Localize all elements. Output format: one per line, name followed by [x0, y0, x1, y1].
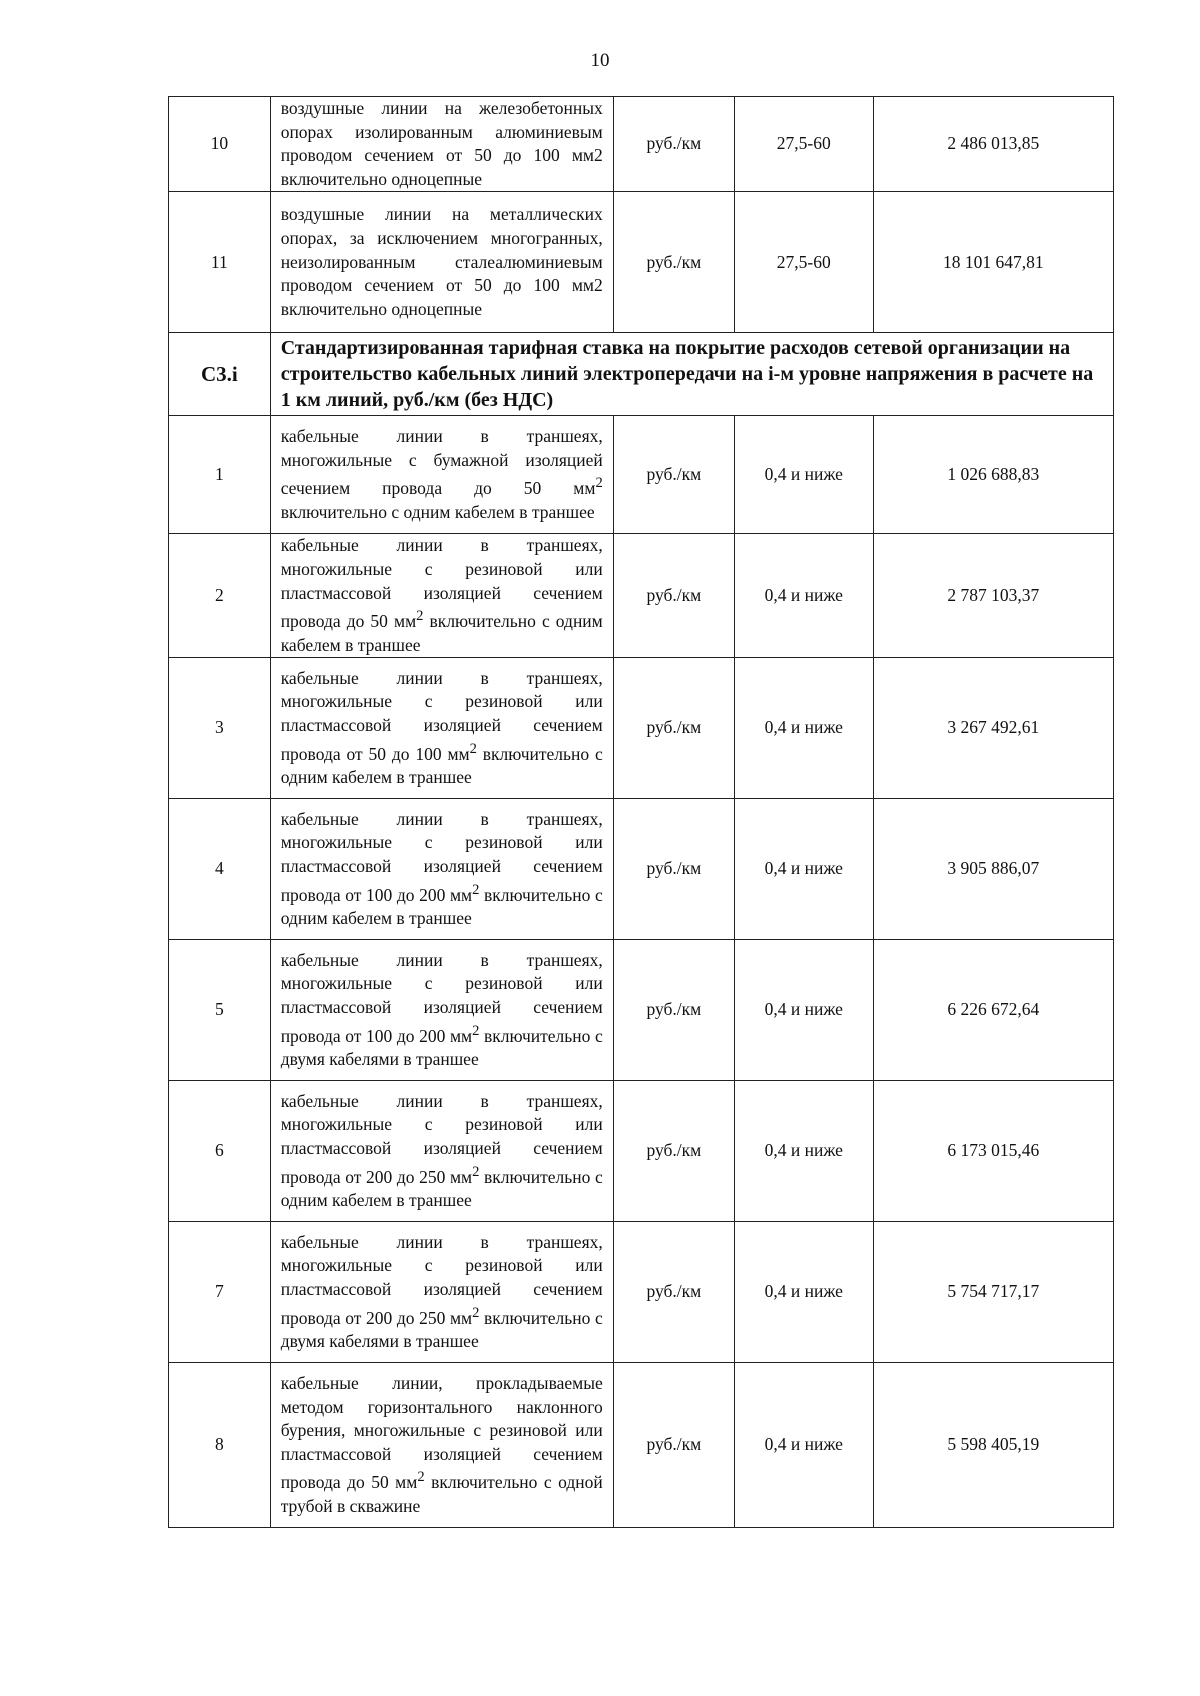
table-row	[169, 192, 1114, 333]
row-description-text: включительно с одним кабелем в траншее	[280, 501, 595, 522]
row-rate: 3 905 886,07	[873, 799, 1113, 940]
row-number: 5	[169, 940, 271, 1081]
superscript: 2	[472, 1304, 480, 1321]
row-description	[270, 192, 613, 333]
row-voltage: 0,4 и ниже	[734, 658, 873, 799]
row-number: 1	[169, 416, 271, 534]
superscript: 2	[417, 1469, 425, 1486]
row-unit: руб./км	[613, 1222, 734, 1363]
row-unit: руб./км	[613, 1081, 734, 1222]
row-description-text: кабельные линии в траншеях, многожильные с резиновой или пластмассовой изоляцией сечением провода от 100 до 200 мм	[280, 808, 603, 905]
row-number: 3	[169, 658, 271, 799]
row-voltage: 27,5-60	[734, 192, 873, 333]
row-description-text: кабельные линии в траншеях, многожильные с бумажной изоляцией сечением провода до 50 мм	[280, 426, 603, 499]
table-row	[169, 97, 1114, 192]
table-row	[169, 416, 1114, 534]
row-number: 10	[169, 97, 271, 192]
superscript: 2	[416, 608, 424, 625]
section-title-cell	[270, 333, 1113, 416]
superscript: 2	[472, 1022, 480, 1039]
row-description-text: кабельные линии в траншеях, многожильные с резиновой или пластмассовой изоляцией сечением провода от 50 до 100 мм	[280, 667, 603, 764]
row-unit: руб./км	[613, 534, 734, 658]
row-voltage: 0,4 и ниже	[734, 799, 873, 940]
row-unit: руб./км	[613, 192, 734, 333]
table-row	[169, 1363, 1114, 1528]
table-row	[169, 940, 1114, 1081]
section-title: Стандартизированная тарифная ставка на покрытие расходов сетевой организации на строительство кабельных линий электропередачи на i-м уровне напряжения в расчете на 1 км линий, руб./км (без НДС)	[280, 337, 1094, 412]
row-description	[270, 799, 613, 940]
page-number: 10	[590, 50, 610, 71]
table-row	[169, 1222, 1114, 1363]
row-voltage: 0,4 и ниже	[734, 534, 873, 658]
row-voltage: 27,5-60	[734, 97, 873, 192]
row-description-text: включительно с одним кабелем в траншее	[280, 610, 603, 655]
row-description-text: кабельные линии в траншеях, многожильные с резиновой или пластмассовой изоляцией сечением провода от 200 до 250 мм	[280, 1090, 603, 1187]
row-rate: 2 486 013,85	[873, 97, 1113, 192]
row-rate: 2 787 103,37	[873, 534, 1113, 658]
row-unit: руб./км	[613, 799, 734, 940]
row-unit: руб./км	[613, 940, 734, 1081]
row-description	[270, 1363, 613, 1528]
row-description-text: включительно с одним кабелем в траншее	[280, 743, 603, 787]
row-rate: 5 754 717,17	[873, 1222, 1113, 1363]
section-header-row	[169, 333, 1114, 416]
row-number: 6	[169, 1081, 271, 1222]
row-number: 4	[169, 799, 271, 940]
row-voltage: 0,4 и ниже	[734, 1222, 873, 1363]
row-number: 7	[169, 1222, 271, 1363]
table-row	[169, 799, 1114, 940]
row-unit: руб./км	[613, 658, 734, 799]
row-description	[270, 97, 613, 192]
tariff-table	[168, 96, 1114, 1528]
row-description	[270, 658, 613, 799]
table-row	[169, 534, 1114, 658]
superscript: 2	[472, 1163, 480, 1180]
row-number: 8	[169, 1363, 271, 1528]
row-unit: руб./км	[613, 1363, 734, 1528]
row-description-text: кабельные линии в траншеях, многожильные с резиновой или пластмассовой изоляцией сечением провода от 200 до 250 мм	[280, 1231, 603, 1328]
superscript: 2	[469, 740, 477, 757]
row-voltage: 0,4 и ниже	[734, 1363, 873, 1528]
row-rate: 18 101 647,81	[873, 192, 1113, 333]
row-rate: 6 173 015,46	[873, 1081, 1113, 1222]
superscript: 2	[472, 881, 480, 898]
row-description-text: включительно с одним кабелем в траншее	[280, 884, 603, 928]
row-rate: 5 598 405,19	[873, 1363, 1113, 1528]
row-voltage: 0,4 и ниже	[734, 940, 873, 1081]
row-description	[270, 1222, 613, 1363]
row-rate: 3 267 492,61	[873, 658, 1113, 799]
row-number: 11	[169, 192, 271, 333]
row-rate: 1 026 688,83	[873, 416, 1113, 534]
row-description-text: кабельные линии в траншеях, многожильные с резиновой или пластмассовой изоляцией сечением провода до 50 мм	[280, 535, 603, 631]
row-voltage: 0,4 и ниже	[734, 416, 873, 534]
row-rate: 6 226 672,64	[873, 940, 1113, 1081]
row-description-text: включительно с двумя кабелями в траншее	[280, 1307, 603, 1351]
row-description-text: воздушные линии на железобетонных опорах изолированным алюминиевым проводом сечением от 50 до 100 мм2 включительно одноцепные	[280, 98, 603, 189]
row-number: 2	[169, 534, 271, 658]
superscript: 2	[595, 475, 603, 492]
row-description	[270, 534, 613, 658]
row-description	[270, 940, 613, 1081]
row-voltage: 0,4 и ниже	[734, 1081, 873, 1222]
row-description-text: кабельные линии, прокладываемые методом горизонтального наклонного бурения, многожильные с резиновой или пластмассовой изоляцией сечением провода до 50 мм	[280, 1372, 603, 1493]
row-description-text: включительно с двумя кабелями в траншее	[280, 1025, 603, 1069]
row-description	[270, 1081, 613, 1222]
row-description-text: воздушные линии на металлических опорах, за исключением многогранных, неизолированным сталеалюминиевым проводом сечением от 50 до 100 мм2 включительно одноцепные	[280, 204, 603, 319]
row-description-text: кабельные линии в траншеях, многожильные с резиновой или пластмассовой изоляцией сечением провода от 100 до 200 мм	[280, 949, 603, 1046]
row-description-text: включительно с одной трубой в скважине	[280, 1472, 603, 1516]
section-code: С3.i	[169, 333, 271, 416]
row-unit: руб./км	[613, 97, 734, 192]
row-unit: руб./км	[613, 416, 734, 534]
row-description-text: включительно с одним кабелем в траншее	[280, 1166, 603, 1210]
row-description	[270, 416, 613, 534]
table-row	[169, 658, 1114, 799]
table-row	[169, 1081, 1114, 1222]
